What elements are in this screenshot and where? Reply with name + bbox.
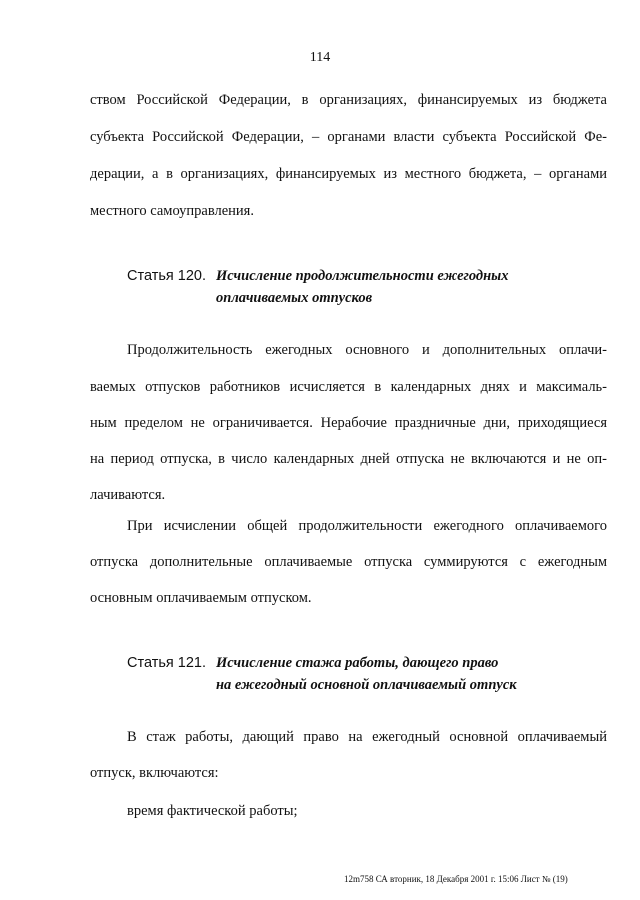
document-footer: 12m758 СА вторник, 18 Декабря 2001 г. 15:06 Лист № (19)	[344, 874, 568, 884]
paragraph-line: ным пределом не ограничивается. Нерабочие праздничные дни, приходящиеся	[90, 415, 607, 431]
paragraph-line: время фактической работы;	[127, 803, 298, 819]
paragraph-line: основным оплачиваемым отпуском.	[90, 590, 312, 606]
article-120-title-line2: оплачиваемых отпусков	[216, 290, 373, 306]
paragraph-line: лачиваются.	[90, 487, 166, 503]
paragraph-line: местного самоуправления.	[90, 203, 254, 219]
article-121-title-line2: на ежегодный основной оплачиваемый отпуск	[216, 677, 517, 693]
paragraph-line: Продолжительность ежегодных основного и дополнительных оплачи-	[127, 342, 607, 358]
paragraph-line: субъекта Российской Федерации, – органами власти субъекта Российской Фе-	[90, 129, 607, 145]
paragraph-line: дерации, а в организациях, финансируемых из местного бюджета, – органами	[90, 166, 607, 182]
article-120-number: Статья 120.	[127, 268, 206, 284]
article-121-title-line1: Исчисление стажа работы, дающего право	[216, 655, 499, 671]
page-number: 114	[309, 50, 331, 65]
article-120-title-line1: Исчисление продолжительности ежегодных	[216, 268, 509, 284]
paragraph-line: ством Российской Федерации, в организациях, финансируемых из бюджета	[90, 92, 607, 108]
paragraph-line: ваемых отпусков работников исчисляется в календарных днях и максималь-	[90, 379, 607, 395]
paragraph-line: отпуска дополнительные оплачиваемые отпуска суммируются с ежегодным	[90, 554, 607, 570]
article-121-number: Статья 121.	[127, 655, 206, 671]
paragraph-line: В стаж работы, дающий право на ежегодный основной оплачиваемый	[127, 729, 607, 745]
paragraph-line: отпуск, включаются:	[90, 765, 219, 781]
paragraph-line: на период отпуска, в число календарных дней отпуска не включаются и не оп-	[90, 451, 607, 467]
paragraph-line: При исчислении общей продолжительности ежегодного оплачиваемого	[127, 518, 607, 534]
